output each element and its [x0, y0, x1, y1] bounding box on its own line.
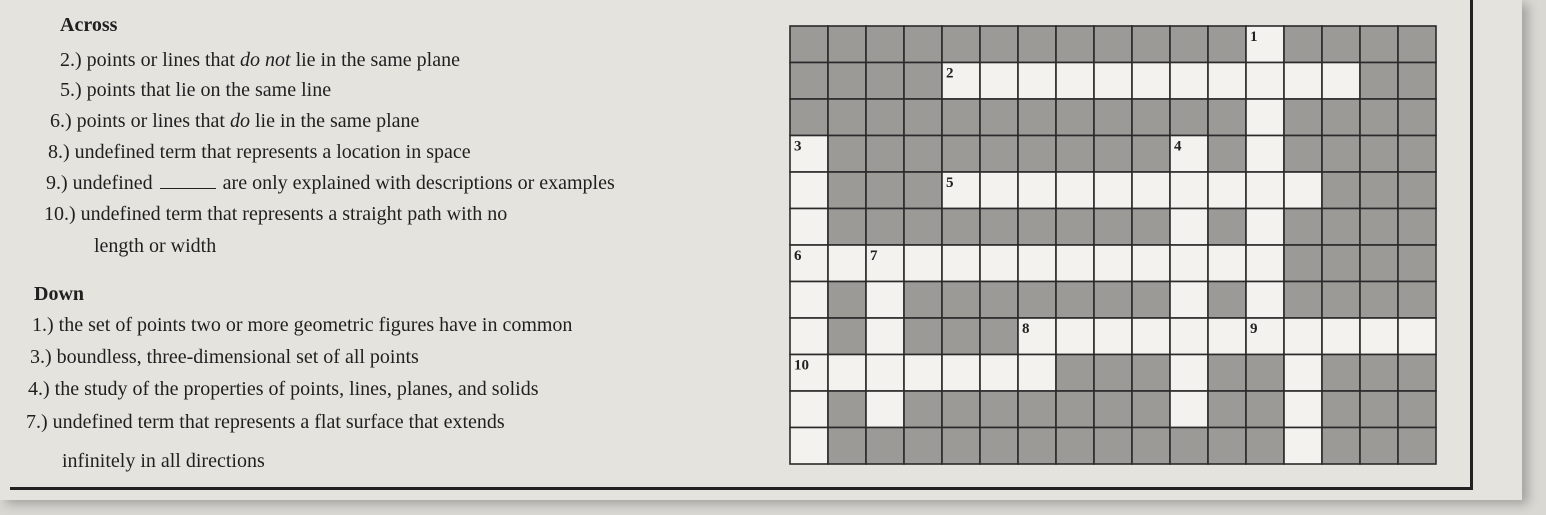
grid-cell-open[interactable] — [1284, 391, 1322, 428]
grid-cell-shaded — [904, 282, 942, 319]
grid-cell-shaded — [866, 136, 904, 173]
grid-cell-open[interactable] — [1284, 63, 1322, 100]
grid-cell-shaded — [1398, 26, 1436, 63]
grid-cell-shaded — [1132, 99, 1170, 136]
grid-cell-shaded — [1322, 355, 1360, 392]
grid-cell-shaded — [1398, 172, 1436, 209]
grid-cell-open[interactable] — [942, 245, 980, 282]
grid-cell-open[interactable] — [904, 355, 942, 392]
grid-cell-shaded — [942, 391, 980, 428]
clue-number-4: 4 — [1174, 138, 1182, 155]
grid-cell-shaded — [1208, 282, 1246, 319]
grid-cell-shaded — [866, 99, 904, 136]
grid-cell-open[interactable] — [1208, 318, 1246, 355]
grid-cell-shaded — [942, 136, 980, 173]
grid-cell-shaded — [1322, 209, 1360, 246]
grid-cell-shaded — [1284, 26, 1322, 63]
grid-cell-open[interactable] — [866, 282, 904, 319]
clue-number-5: 5 — [946, 175, 954, 191]
grid-cell-open[interactable] — [1132, 245, 1170, 282]
grid-cell-open[interactable] — [1284, 172, 1322, 209]
grid-cell-open[interactable] — [1056, 318, 1094, 355]
grid-cell-shaded — [1284, 99, 1322, 136]
grid-cell-shaded — [904, 209, 942, 246]
grid-cell-shaded — [1132, 282, 1170, 319]
grid-cell-shaded — [904, 318, 942, 355]
grid-cell-shaded — [1056, 209, 1094, 246]
grid-cell-shaded — [1132, 428, 1170, 465]
grid-cell-open[interactable] — [1246, 136, 1284, 173]
clue-number: 1.) — [32, 314, 54, 336]
grid-cell-open[interactable] — [866, 391, 904, 428]
across-clue-10-continued: length or width — [94, 235, 217, 257]
grid-cell-shaded — [942, 26, 980, 63]
grid-cell-shaded — [1360, 355, 1398, 392]
grid-cell-shaded — [1094, 99, 1132, 136]
grid-cell-shaded — [1132, 136, 1170, 173]
grid-cell-open[interactable] — [866, 318, 904, 355]
grid-cell-shaded — [1322, 282, 1360, 319]
grid-cell-open[interactable] — [1322, 63, 1360, 100]
grid-cell-open[interactable] — [1018, 355, 1056, 392]
grid-cell-shaded — [828, 318, 866, 355]
grid-cell-shaded — [1208, 99, 1246, 136]
grid-cell-shaded — [904, 172, 942, 209]
grid-cell-shaded — [980, 282, 1018, 319]
grid-cell-shaded — [1360, 428, 1398, 465]
grid-cell-open[interactable] — [790, 172, 828, 209]
grid-cell-shaded — [1018, 209, 1056, 246]
grid-cell-shaded — [866, 209, 904, 246]
clue-text: undefined — [72, 172, 158, 194]
grid-cell-shaded — [828, 26, 866, 63]
grid-cell-shaded — [904, 26, 942, 63]
grid-cell-shaded — [1360, 282, 1398, 319]
grid-cell-shaded — [942, 428, 980, 465]
grid-cell-shaded — [1398, 391, 1436, 428]
clue-text: the set of points two or more geometric figures have in common — [58, 314, 573, 336]
clue-number-6: 6 — [794, 248, 802, 264]
grid-cell-shaded — [1398, 282, 1436, 319]
down-clue-7-continued: infinitely in all directions — [62, 450, 265, 472]
clue-emphasis: do — [230, 110, 250, 132]
clue-number-7: 7 — [870, 248, 878, 264]
grid-cell-open[interactable] — [828, 355, 866, 392]
grid-cell-open[interactable] — [790, 428, 828, 465]
grid-cell-open[interactable] — [828, 245, 866, 282]
grid-cell-shaded — [1056, 391, 1094, 428]
grid-cell-shaded — [1094, 428, 1132, 465]
grid-cell-shaded — [866, 172, 904, 209]
grid-cell-open[interactable] — [980, 63, 1018, 100]
grid-cell-open[interactable] — [1246, 282, 1284, 319]
grid-cell-open[interactable] — [1018, 172, 1056, 209]
grid-cell-shaded — [866, 428, 904, 465]
grid-cell-shaded — [1056, 99, 1094, 136]
clue-text: undefined term that represents a location in space — [74, 141, 471, 163]
grid-cell-open[interactable] — [1170, 282, 1208, 319]
grid-cell-shaded — [1322, 136, 1360, 173]
grid-cell-open[interactable] — [1208, 172, 1246, 209]
grid-cell-shaded — [1094, 282, 1132, 319]
clue-number-9: 9 — [1250, 321, 1258, 337]
clue-number: 10.) — [44, 203, 76, 225]
grid-cell-open[interactable] — [1056, 245, 1094, 282]
grid-cell-open[interactable] — [1322, 318, 1360, 355]
grid-cell-shaded — [1018, 136, 1056, 173]
grid-cell-shaded — [1246, 428, 1284, 465]
grid-cell-open[interactable] — [1170, 172, 1208, 209]
grid-cell-shaded — [828, 209, 866, 246]
grid-cell-shaded — [1208, 209, 1246, 246]
clue-text: lie in the same plane — [290, 49, 460, 71]
clue-text: points or lines that — [86, 49, 240, 71]
clue-number-10: 10 — [794, 357, 809, 374]
grid-cell-open[interactable] — [1170, 391, 1208, 428]
grid-cell-shaded — [1094, 26, 1132, 63]
grid-cell-open[interactable] — [1132, 172, 1170, 209]
grid-cell-shaded — [980, 428, 1018, 465]
grid-cell-shaded — [1018, 391, 1056, 428]
grid-cell-shaded — [1398, 63, 1436, 100]
grid-cell-open[interactable] — [980, 172, 1018, 209]
grid-cell-open[interactable] — [1094, 245, 1132, 282]
grid-cell-shaded — [1170, 428, 1208, 465]
grid-cell-shaded — [1360, 245, 1398, 282]
clue-emphasis: do not — [240, 49, 291, 71]
clue-text: undefined term that represents a flat surface that extends — [52, 411, 505, 433]
across-heading: Across — [60, 14, 118, 36]
clue-number-1: 1 — [1250, 29, 1258, 45]
clue-number-8: 8 — [1022, 321, 1030, 337]
grid-cell-open[interactable] — [904, 245, 942, 282]
clue-text: lie in the same plane — [250, 110, 420, 132]
grid-cell-shaded — [980, 391, 1018, 428]
grid-cell-shaded — [1208, 136, 1246, 173]
grid-cell-open[interactable] — [980, 355, 1018, 392]
grid-cell-shaded — [904, 428, 942, 465]
grid-cell-open[interactable] — [1170, 318, 1208, 355]
grid-cell-shaded — [1284, 245, 1322, 282]
grid-cell-shaded — [1018, 428, 1056, 465]
clue-number: 5.) — [60, 79, 82, 101]
grid-cell-shaded — [1094, 355, 1132, 392]
grid-cell-open[interactable] — [866, 355, 904, 392]
grid-cell-shaded — [790, 63, 828, 100]
clue-number-3: 3 — [794, 138, 802, 155]
grid-cell-shaded — [828, 282, 866, 319]
grid-cell-shaded — [1360, 136, 1398, 173]
grid-cell-open[interactable] — [1284, 318, 1322, 355]
grid-cell-shaded — [1398, 355, 1436, 392]
grid-cell-open[interactable] — [1246, 245, 1284, 282]
grid-cell-shaded — [904, 391, 942, 428]
grid-cell-shaded — [790, 99, 828, 136]
grid-cell-shaded — [1322, 26, 1360, 63]
grid-cell-shaded — [1094, 209, 1132, 246]
grid-cell-open[interactable] — [1094, 172, 1132, 209]
grid-cell-open[interactable] — [790, 318, 828, 355]
clue-number: 6.) — [50, 110, 72, 132]
grid-cell-shaded — [1398, 99, 1436, 136]
grid-cell-shaded — [1322, 391, 1360, 428]
grid-cell-shaded — [1132, 391, 1170, 428]
grid-cell-open[interactable] — [1170, 355, 1208, 392]
grid-cell-shaded — [1360, 26, 1398, 63]
grid-cell-shaded — [1360, 99, 1398, 136]
grid-cell-open[interactable] — [1208, 63, 1246, 100]
grid-cell-shaded — [1398, 136, 1436, 173]
grid-cell-open[interactable] — [1284, 355, 1322, 392]
grid-cell-open[interactable] — [1284, 428, 1322, 465]
clue-number: 7.) — [26, 411, 48, 433]
grid-cell-shaded — [1208, 355, 1246, 392]
grid-cell-shaded — [980, 318, 1018, 355]
grid-cell-open[interactable] — [1132, 318, 1170, 355]
grid-cell-open[interactable] — [1170, 245, 1208, 282]
grid-cell-shaded — [1018, 282, 1056, 319]
grid-cell-shaded — [980, 136, 1018, 173]
grid-cell-shaded — [1322, 428, 1360, 465]
grid-cell-open[interactable] — [790, 391, 828, 428]
grid-cell-open[interactable] — [1170, 63, 1208, 100]
grid-cell-open[interactable] — [980, 245, 1018, 282]
grid-cell-shaded — [1208, 428, 1246, 465]
grid-cell-shaded — [1322, 172, 1360, 209]
grid-cell-shaded — [1246, 391, 1284, 428]
grid-cell-open[interactable] — [1246, 63, 1284, 100]
grid-cell-shaded — [1208, 26, 1246, 63]
grid-cell-shaded — [1056, 26, 1094, 63]
clue-number: 4.) — [28, 378, 50, 400]
clue-text: the study of the properties of points, lines, planes, and solids — [54, 378, 539, 400]
grid-cell-shaded — [1056, 355, 1094, 392]
clue-number: 8.) — [48, 141, 70, 163]
grid-cell-shaded — [1132, 209, 1170, 246]
clue-number: 2.) — [60, 49, 82, 71]
grid-cell-shaded — [1018, 26, 1056, 63]
grid-cell-shaded — [1056, 136, 1094, 173]
grid-cell-shaded — [1398, 428, 1436, 465]
grid-cell-open[interactable] — [1208, 245, 1246, 282]
grid-cell-shaded — [1056, 282, 1094, 319]
grid-cell-shaded — [866, 26, 904, 63]
clue-number: 9.) — [46, 172, 68, 194]
clue-number-2: 2 — [946, 65, 954, 82]
grid-cell-shaded — [828, 136, 866, 173]
grid-cell-shaded — [942, 209, 980, 246]
grid-cell-shaded — [904, 136, 942, 173]
grid-cell-open[interactable] — [942, 355, 980, 392]
grid-cell-open[interactable] — [1246, 99, 1284, 136]
grid-cell-shaded — [1360, 209, 1398, 246]
grid-cell-shaded — [828, 428, 866, 465]
grid-cell-shaded — [828, 172, 866, 209]
grid-cell-shaded — [942, 99, 980, 136]
clue-text: boundless, three-dimensional set of all points — [56, 346, 419, 368]
grid-cell-shaded — [1398, 209, 1436, 246]
grid-cell-shaded — [942, 318, 980, 355]
grid-cell-shaded — [980, 209, 1018, 246]
grid-cell-open[interactable] — [1094, 318, 1132, 355]
grid-cell-open[interactable] — [1018, 63, 1056, 100]
clue-text: points that lie on the same line — [86, 79, 332, 101]
grid-cell-shaded — [1360, 63, 1398, 100]
grid-cell-shaded — [1284, 136, 1322, 173]
grid-cell-shaded — [1094, 136, 1132, 173]
grid-cell-shaded — [1398, 245, 1436, 282]
grid-cell-shaded — [980, 26, 1018, 63]
clue-text: are only explained with descriptions or examples — [217, 172, 615, 194]
grid-cell-shaded — [1056, 428, 1094, 465]
grid-cell-shaded — [980, 99, 1018, 136]
grid-cell-shaded — [828, 99, 866, 136]
grid-cell-shaded — [1132, 26, 1170, 63]
grid-cell-open[interactable] — [1018, 245, 1056, 282]
grid-cell-shaded — [1284, 209, 1322, 246]
grid-cell-open[interactable] — [1056, 172, 1094, 209]
grid-cell-shaded — [1170, 99, 1208, 136]
clue-text: undefined term that represents a straight path with no — [80, 203, 508, 225]
grid-cell-open[interactable] — [1170, 209, 1208, 246]
grid-cell-open[interactable] — [1398, 318, 1436, 355]
down-heading: Down — [34, 283, 85, 305]
grid-cell-shaded — [1170, 26, 1208, 63]
grid-cell-shaded — [904, 63, 942, 100]
grid-cell-open[interactable] — [1246, 172, 1284, 209]
clue-text: points or lines that — [76, 110, 230, 132]
grid-cell-shaded — [942, 282, 980, 319]
grid-cell-shaded — [1284, 282, 1322, 319]
grid-cell-open[interactable] — [1360, 318, 1398, 355]
grid-cell-open[interactable] — [1094, 63, 1132, 100]
grid-cell-shaded — [1360, 391, 1398, 428]
grid-cell-open[interactable] — [1056, 63, 1094, 100]
grid-cell-shaded — [828, 63, 866, 100]
grid-cell-shaded — [1322, 245, 1360, 282]
grid-cell-shaded — [1018, 99, 1056, 136]
grid-cell-shaded — [1208, 391, 1246, 428]
grid-cell-shaded — [1094, 391, 1132, 428]
grid-cell-shaded — [1360, 172, 1398, 209]
grid-cell-open[interactable] — [790, 209, 828, 246]
grid-cell-open[interactable] — [1246, 209, 1284, 246]
grid-cell-shaded — [1132, 355, 1170, 392]
grid-cell-shaded — [1322, 99, 1360, 136]
clue-number: 3.) — [30, 346, 52, 368]
grid-cell-shaded — [790, 26, 828, 63]
grid-cell-shaded — [828, 391, 866, 428]
grid-cell-open[interactable] — [790, 282, 828, 319]
grid-cell-shaded — [904, 99, 942, 136]
grid-cell-open[interactable] — [1132, 63, 1170, 100]
grid-cell-shaded — [866, 63, 904, 100]
grid-cell-shaded — [1246, 355, 1284, 392]
